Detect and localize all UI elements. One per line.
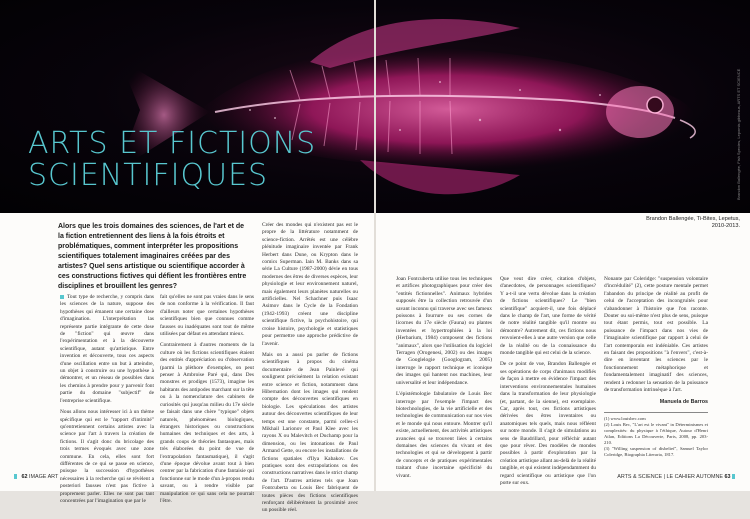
folio-label-left: IMAGE ART [29,474,59,480]
paragraph: Créer des mondes qui n'existent pas est le propre de la littérature notamment de science-fiction. Arrêtés est une célèbre plénitude imaginaire inventée par Frank Herbert dans Dune, ou Krypton dans le comics Superman. Iain M. Banks dans sa série La Culture (1987-2000) dévie en tous modernes des êtres de diverses espèces, leur physiologie et leur environnement naturel, mais également leurs planètes naturelles ou artificielles. Nel Schachner puis Isaac Asimov dans le Cycle de la Fondation (1942-1993) créent une discipline scientifique fictive, la psychohistoire, qui croise histoire, psychologie et statistiques pour permettre une approche prédictive de l'avenir. [262,222,358,347]
caption-line-1: Brandon Ballengée, Ti-Bites, Lepetus, [646,216,740,222]
footnote: (2) Louis Bec, "L'art est le vivant" in Déterminismes et complexités: du physique à l'éthique, Autour d'Henri Atlan, Editions La Découverte, Paris, 2008, pp. 203-210. [604,421,708,445]
text-column-6 [604,276,708,458]
footnote: (1) www.louisbec.com [604,415,646,421]
article-title [28,128,328,192]
paragraph: L'épistémologie fabulatoire de Louis Bec interroge par l'exemple l'impact des biotechnologies, de la vie artificielle et des technologies de communication sur nos vies et le monde qui nous entoure. Montrer qu'il existe, actuellement, des activités artistiques avancées qui se trouvent liées à certains domaines des sciences du vivant et des technologies et qui se développent à partir de concepts et de pratiques expérimentales traitant d'une incertaine spécificité du vivant. [396,391,492,479]
paragraph: Que veut dire créer, citation d'objets, d'anecdotes, de personnages scientifiques? Y a-t-il une vertu dévolue dans la création de fictions scientifiques? Le "bien scientifique" acquiert-il, une fois déplacé dans le champ de l'art, une forme de vérité de notre réalité tangible qu'il montre ou démontre? Autrement dit, ces fictions nous renvoient-elles à une autre version que celle de la réalité ou de la connaissance du monde tangible qui est celui de la science. [500,276,596,357]
image-caption [640,216,740,230]
folio-left [14,474,58,480]
text-column-5 [500,276,596,491]
folio-label-right: ARTS & SCIENCE | LE CAHIER AUTOMNE [617,474,723,480]
title-line-1: ARTS ET FICTIONS [28,126,317,161]
paragraph [60,294,154,405]
footnotes [604,412,708,458]
text-column-4 [396,276,492,484]
paragraph: Contrairement à d'autres moments de la culture où les fictions scientifiques étaient des entités d'appréciation ou d'observation (parmi la plèthore d'exemples, on peut penser à Ambroise Paré qui, dans Des monstres et prodiges (1573), imagine les habitants des antipodes marchant sur la tête ou à la nomenclature des cabinets de curiosités qui jusqu'au milieu du 17e siècle se faisait dans une chère "typique" objets naturels, phénomènes biologiques, étrangers historiques ou constructions humaines des techniques et des arts, à grands coups de théories fantasques, mais très élaborées du point de vue de l'extrapolation fantasmatique), il s'agit d'une époque dévolue avant tout à bien centrer par la fabrication d'une fantaisie qui fonctionne sur le mode d'un à-propos rendu savant, ou à rendre visible par manipulation ce qui sans cela ne pourrait l'être. [160,342,254,504]
vertical-photo-credit: Brandon Ballengée, Fish Species, Lepomis gibbosus, ARTS ET SCIENCE [736,68,741,200]
text-column-2 [160,294,254,509]
footnote: (3) "Willing suspension of disbelief", Samuel Taylor Coleridge, Biographia Literaria, 1817. [604,445,708,457]
paragraph-text: Tout type de recherche, y compris dans les sciences de la nature, suppose des hypothèses qui émanent une certaine dose d'imagination. L'interprétation las représente partie intégrante de cette dose de "fiction" qui œuvre dans l'expérimentation et à la découverte scientifique, autant qu'artistique. Entre invention et découverte, tous ces aspects d'une oscillation entre un but à atteindre, un objet à construire ou une hypothèse à démontrer, et un réseau de possibles dans les chemins à prendre pour y parvenir font partie du domaine "subjectif" de l'entreprise scientifique. [60,294,154,404]
paragraph: Nous allons nous intéresser ici à un thème spécifique qui est le "rapport d'intimité" qu'entretiennent certains artistes avec la science par l'art à travers la création de fictions. Il s'agit donc du bricolage des trois termes évoqués avec une zone commune. En cela, elles sont fort différentes de ce qui se passe en science, puisque la succession d'hypothèses nécessaires à la recherche qui se révèlent a posteriori fausses n'est pas fictive à proprement parler. Elles ne sont pas tant concentrées par l'imagination que par le [60,409,154,504]
page-gutter [374,0,376,491]
page-number-right: 63 [724,474,731,480]
caption-line-2: 2010-2013. [711,223,740,229]
text-column-3 [262,222,358,519]
lead-paragraph: Alors que les trois domaines des sciences, de l'art et de la fiction entretiennent des liens à la fois étroits et problématiques, comment interpréter les propositions scientifiques totalement imaginaires créées par des artistes? Quel sens artistique ou scientifique accorder à ces constructions fictives qui défient les frontières entre disciplines et brouillent les genres? [58,223,247,290]
page-number-left: 62 [21,474,28,480]
folio-marker-icon [14,474,17,479]
title-line-2: SCIENTIFIQUES [28,158,269,193]
paragraph: fait qu'elles ne sont pas vraies dans le sens de non conforme à la vérification. Il faut d'ailleurs noter que certaines hypothèses scientifiques bien que connues comme fausses ou inadéquates sont tout de même utilisées par défaut en attendant mieux. [160,294,254,338]
folio-right [617,474,738,480]
section-marker-icon [60,295,64,299]
paragraph: Nonante par Coleridge: "suspension volontaire d'incrédulité" (2), cette posture mentale permet l'abandon du principe de réalité au profit de celui de l'acceptation des incongruités pour s'abandonner à l'histoire que l'on raconte. Douter ou soi-même n'est plus de sens, puisque tout étant permis, tout est possible. La puissance de l'impact dans nos vies de l'imaginaire scientifique par rapport à celui de l'art contemporain est indéniable. Ces artistes en faisant des propositions "à l'envers", c'est-à-dire en inventant les sciences par le fonctionnement métaphorique et fondamentalement imaginatif des sciences, rendent à redonner la sensation de la puissance de transformation intrinsèque à l'art. [604,276,708,394]
paragraph: Joan Fontcuberta utilise tous les techniques et artifices photographiques pour créer des "entités fictionnelles". Animaux hybrides supposés être la collection retrouvée d'un savant inconnu qui traverse avec ses fameux poissons à fourrure ou ses cornes de licornes du 17e siècle (Fauna) ou plantes inventées et hypertrophiées à la loi (Herbarium, 1984) composent des fictions "animaux", alors que l'utilisation du logiciel Terragen (Orogenesi, 2002) ou des images de Googlelogie (Googlogram, 2005) interroge le rapport technique et iconique des images qui hantent nos machines, leur universalité et leur indépendance. [396,276,492,386]
folio-marker-icon [732,474,735,479]
author-signature: Manuela de Barros [659,398,708,405]
paragraph: De ce point de vue, Brandon Ballengée et ses opérations de corps d'animaux modifiés de façon à mettre en évidence l'impact des interventions environnementales humaines dans la transformation de leur physiologie (et, partant, de la sienne), est exemplaire. Car, après tout, ces fictions artistiques dérivées des êtres inventaires ou anatomiques tels quels, mais nous réfléent sur notre monde. Il s'agit de simulations au sens de Baudrillard, pour réfléchir autant que pour rêver. Des modèles de mondes possibles à partir d'exploration par la création artistique allant au-delà de la réalité tangible, et qui existent indépendamment du regard scientifique ou artistique que l'on porte sur eux. [500,361,596,486]
paragraph: Mais on a aussi pu parler de fictions scientifiques à propos du cinéma documentaire de Jean Painlevé qui soulignent précisément la relation existant entre science et fiction, notamment dans Hibernation dont les images qui rendent compte des découvertes scientifiques en biologie. Les spéculations des artistes autour des découvertes scientifiques de leur temps est une constante, parmi celles-ci Mikhail Larionov et Paul Klee avec les rayons X ou Malevitch et Duchamp pour la dimension, ou les intonations de Paul Armand Gette, ou encore les installations de fictions spatiales d'Ilya Kabakov. Ces pratiques sont des extrapolations ou des constructions narratives dans le strict champ de l'art. D'autres artistes tels que Joan Fontcuberta ou Louis Bec fabriquent de toutes pièces des fictions scientifiques renforçant délibérément la proximité avec un possible réel. [262,351,358,514]
text-column-1 [60,294,154,509]
